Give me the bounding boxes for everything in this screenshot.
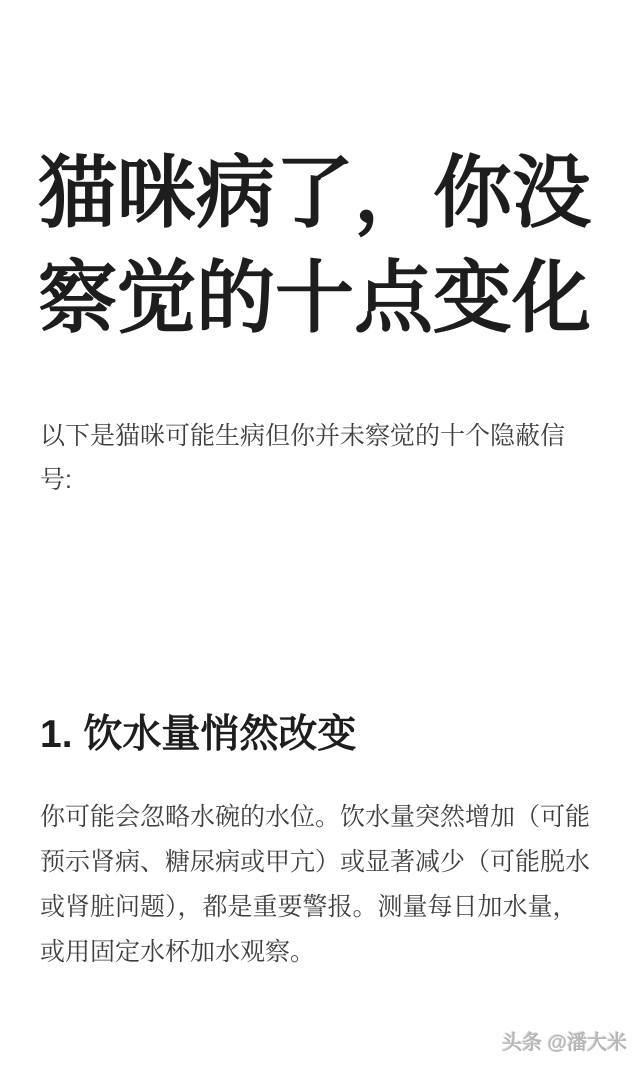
section-1-heading: 1. 饮水量悄然改变: [40, 713, 357, 756]
article-intro-line-2: 号:: [40, 466, 72, 494]
watermark-text: 头条 @潘大米: [501, 1032, 627, 1054]
article-title: [38, 140, 610, 350]
section-1-body-line-3: 或肾脏问题），都是重要警报。测量每日加水量，: [40, 893, 578, 921]
section-1-body-line-2: 预示肾病、糖尿病或甲亢）或显著减少（可能脱水: [40, 848, 591, 876]
section-1-body-line-4: 或用固定水杯加水观察。: [40, 938, 316, 966]
section-1-body: [40, 795, 610, 975]
article-intro: [40, 414, 610, 502]
article-title-line-2: 察觉的十点变化: [38, 253, 591, 342]
article-title-line-1: 猫咪病了，你没: [38, 148, 591, 237]
article-intro-line-1: 以下是猫咪可能生病但你并未察觉的十个隐蔽信: [40, 422, 566, 450]
section-1-body-line-1: 你可能会忽略水碗的水位。饮水量突然增加（可能: [40, 803, 591, 831]
